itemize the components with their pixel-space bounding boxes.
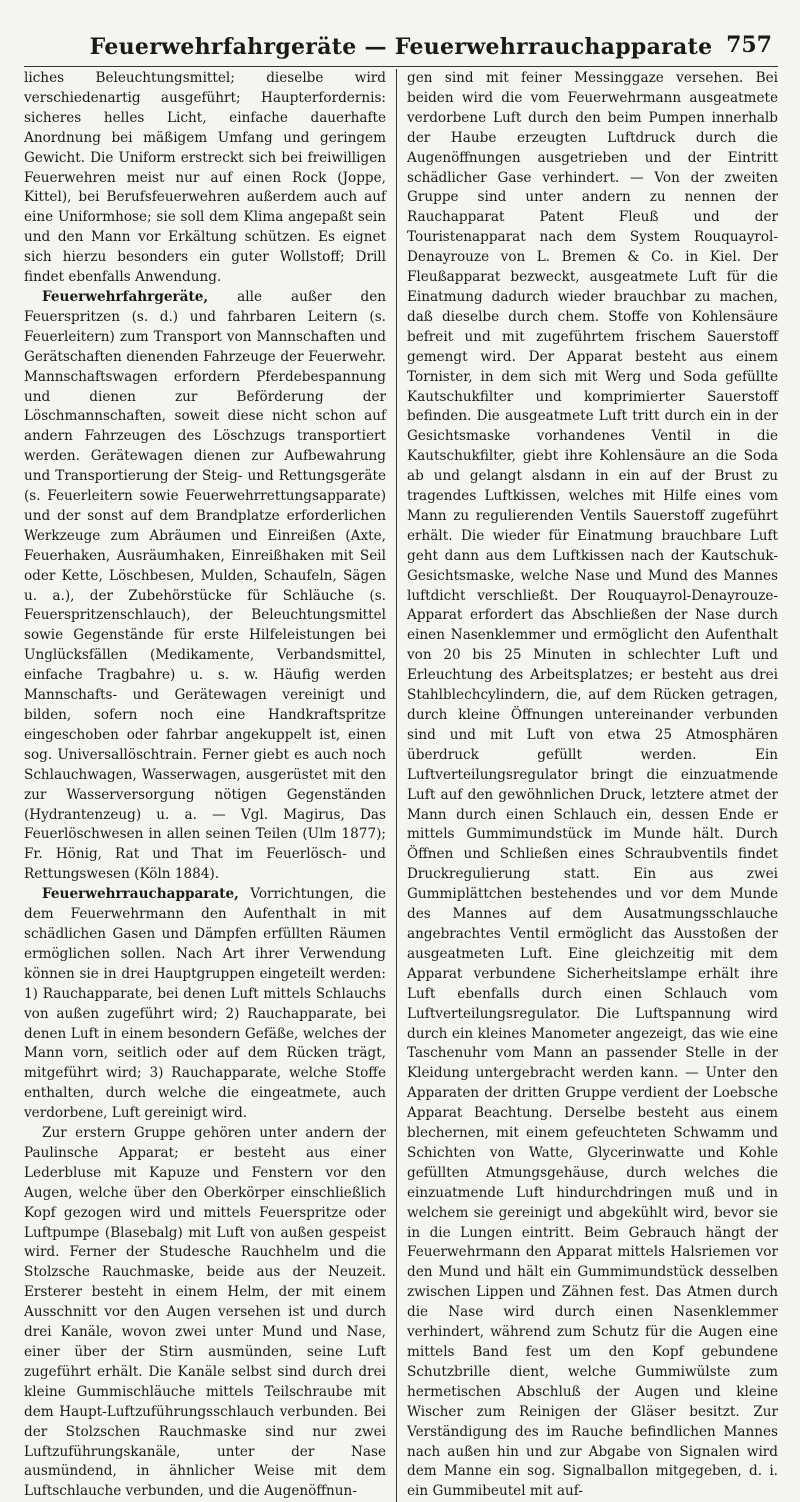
- right-column: [396, 69, 778, 1502]
- paragraph: Zur erstern Gruppe gehören unter andern der Paulinsche Apparat; er besteht aus einer Lederbluse mit Kapuze und Fenstern vor den Augen, welche über den Oberkörper einschließlich Kopf gezogen wird und mittels Feuerspritze oder Luftpumpe (Blasebalg) mit Luft von außen gespeist wird. Ferner der Studesche Rauchhelm und die Stolzsche Rauchmaske, beide aus der Neuzeit. Ersterer besteht in einem Helm, der mit einem Ausschnitt vor den Augen versehen ist und durch drei Kanäle, wovon zwei unter Mund und Nase, einer über der Stirn ausmünden, seine Luft zugeführt erhält. Die Kanäle selbst sind durch drei kleine Gummischläuche mittels Teilschraube mit dem Haupt-Luftzuführungsschlauch verbunden. Bei der Stolzschen Rauchmaske sind nur zwei Luftzuführungskanäle, unter der Nase ausmündend, in ähnlicher Weise mit dem Luftschlauche verbunden, und die Augenöffnun-: [24, 1125, 386, 1500]
- running-header: [24, 30, 778, 67]
- entry-text: alle außer den Feuerspritzen (s. d.) und fahrbaren Leitern (s. Feuerleitern) zum Transport von Mannschaften und Gerätschaften dienenden Fahrzeuge der Feuerwehr. Mannschaftswagen erfordern Pferdebespannung und dienen zur Beförderung der Löschmannschaften, soweit diese nicht schon auf andern Fahrzeugen des Löschzugs transportiert werden. Gerätewagen dienen zur Aufbewahrung und Transportierung der Steig- und Rettungsgeräte (s. Feuerleitern sowie Feuerwehrrettungsapparate) und der sonst auf dem Brandplatze erforderlichen Werkzeuge zum Abräumen und Einreißen (Axte, Feuerhaken, Ausräumhaken, Einreißhaken mit Seil oder Kette, Löschbesen, Mulden, Schaufeln, Sägen u. a.), der Zubehörstücke für Schläuche (s. Feuerspritzenschlauch), der Beleuchtungsmittel sowie Gegenstände für erste Hilfeleistungen bei Unglücksfällen (Medikamente, Verbandsmittel, einfache Tragbahre) u. s. w. Häufig werden Mannschafts- und Gerätewagen vereinigt und bilden, sofern noch eine Handkraftspritze eingeschoben oder fahrbar angekuppelt ist, einen sog. Universallöschtrain. Ferner giebt es auch noch Schlauchwagen, Wasserwagen, ausgerüstet mit den zur Wasserversorgung nötigen Gegenständen (Hydrantenzeug) u. a. — Vgl. Magirus, Das Feuerlöschwesen in allen seinen Teilen (Ulm 1877); Fr. Hönig, Rat und That im Feuerlösch- und Rettungswesen (Köln 1884).: [24, 288, 386, 883]
- paragraph: gen sind mit feiner Messinggaze versehen. Bei beiden wird die vom Feuerwehrmann ausgeatmete verdorbene Luft durch den beim Pumpen innerhalb der Haube erzeugten Luftdruck durch die Augenöffnungen ausgetrieben und der Eintritt schädlicher Gase verhindert. — Von der zweiten Gruppe sind unter andern zu nennen der Rauchapparat Patent Fleuß und der Touristenapparat nach dem System Rouquayrol-Denayrouze von L. Bremen & Co. in Kiel. Der Fleußapparat bezweckt, ausgeatmete Luft für die Einatmung dadurch wieder brauchbar zu machen, daß dieselbe durch chem. Stoffe von Kohlensäure befreit und mit zugeführtem frischem Sauerstoff gemengt wird. Der Apparat besteht aus einem Tornister, in dem sich mit Werg und Soda gefüllte Kautschukfilter und komprimierter Sauerstoff befinden. Die ausgeatmete Luft tritt durch ein in der Gesichtsmaske vorhandenes Ventil in die Kautschukfilter, giebt ihre Kohlensäure an die Soda ab und gelangt alsdann in ein auf der Brust zu tragendes Luftkissen, welches mit Hilfe eines vom Mann zu regulierenden Ventils Sauerstoff zugeführt erhält. Die wieder für Einatmung brauchbare Luft geht dann aus dem Luftkissen nach der Kautschuk-Gesichtsmaske, welche Nase und Mund des Mannes luftdicht verschließt. Der Rouquayrol-Denayrouze-Apparat erfordert das Abschließen der Nase durch einen Nasenklemmer und ermöglicht den Aufenthalt von 20 bis 25 Minuten in schlechter Luft und Erleuchtung des Arbeitsplatzes; er besteht aus drei Stahlblechcylindern, die, auf dem Rücken getragen, durch kleine Öffnungen untereinander verbunden sind und mit Luft von etwa 25 Atmosphären überdruck gefüllt werden. Ein Luftverteilungsregulator bringt die einzuatmende Luft auf den gewöhnlichen Druck, letztere atmet der Mann durch einen Schlauch ein, dessen Ende er mittels Gummimundstück im Munde hält. Durch Öffnen und Schließen eines Schraubventils findet Druckregulierung statt. Ein aus zwei Gummiplättchen bestehendes und vor dem Munde des Mannes auf dem Ausatmungsschlauche angebrachtes Ventil ermöglicht das Ausstoßen der ausgeatmeten Luft. Eine gleichzeitig mit dem Apparat verbundene Sicherheitslampe erhält ihre Luft ebenfalls durch einen Schlauch vom Luftverteilungsregulator. Die Luftspannung wird durch ein kleines Manometer angezeigt, das wie eine Taschenuhr vom Mann an passender Stelle in der Kleidung untergebracht werden kann. — Unter den Apparaten der dritten Gruppe verdient der Loebsche Apparat Beachtung. Derselbe besteht aus einem blechernen, mit einem gefeuchteten Schwamm und Schichten von Watte, Glycerinwatte und Kohle gefüllten Atmungsgehäuse, durch welches die einzuatmende Luft hindurchdringen muß und in welchem sie gereinigt und abgekühlt wird, bevor sie in die Lungen eintritt. Beim Gebrauch hängt der Feuerwehrmann den Apparat mittels Halsriemen vor den Mund und hält ein Gummimundstück desselben zwischen Lippen und Zähnen fest. Das Atmen durch die Nase wird durch einen Nasenklemmer verhindert, während zum Schutz für die Augen eine mittels Band fest um den Kopf gebundene Schutzbrille dient, welche Gummiwülste zum hermetischen Abschluß der Augen und kleine Wischer zum Reinigen der Gläser besitzt. Zur Verständigung des im Rauche befindlichen Mannes nach außen hin und zur Abgabe von Signalen wird dem Manne ein sog. Signalballon mitgegeben, d. i. ein Gummibeutel mit auf-: [407, 70, 778, 1500]
- running-title: Feuerwehrfahrgeräte — Feuerwehrrauchapparate: [89, 34, 713, 60]
- text-columns: [24, 69, 778, 1502]
- left-column: [24, 69, 396, 1502]
- entry-feuerwehrfahrgeraete: [24, 288, 386, 885]
- paragraph: liches Beleuchtungsmittel; dieselbe wird verschiedenartig ausgeführt; Haupterfordernis: sicheres helles Licht, einfache dauerhafte Anordnung bei mäßigem Umfang und geringem Gewicht. Die Uniform erstreckt sich bei freiwilligen Feuerwehren meist nur auf einen Rock (Joppe, Kittel), bei Berufsfeuerwehren außerdem auch auf eine Uniformhose; sie soll dem Klima angepaßt sein und den Mann vor Erkältung schützen. Es eignet sich hierzu besonders ein guter Wollstoff; Drill findet ebenfalls Anwendung.: [24, 70, 386, 286]
- page-number: 757: [726, 32, 772, 58]
- entry-term: Feuerwehrrauchapparate,: [42, 886, 239, 903]
- entry-term: Feuerwehrfahrgeräte,: [42, 288, 209, 305]
- entry-text: Vorrichtungen, die dem Feuerwehrmann den Aufenthalt in mit schädlichen Gasen und Dämpfen erfüllten Räumen ermöglichen sollen. Nach Art ihrer Verwendung können sie in drei Hauptgruppen eingeteilt werden: 1) Rauchapparate, bei denen Luft mittels Schlauchs von außen zugeführt wird; 2) Rauchapparate, bei denen Luft in einem besondern Gefäße, welches der Mann vorn, seitlich oder auf dem Rücken trägt, mitgeführt wird; 3) Rauchapparate, welche Stoffe enthalten, durch welche die eingeatmete, auch verdorbene, Luft gereinigt wird.: [24, 886, 386, 1122]
- entry-feuerwehrrauchapparate: [24, 885, 386, 1124]
